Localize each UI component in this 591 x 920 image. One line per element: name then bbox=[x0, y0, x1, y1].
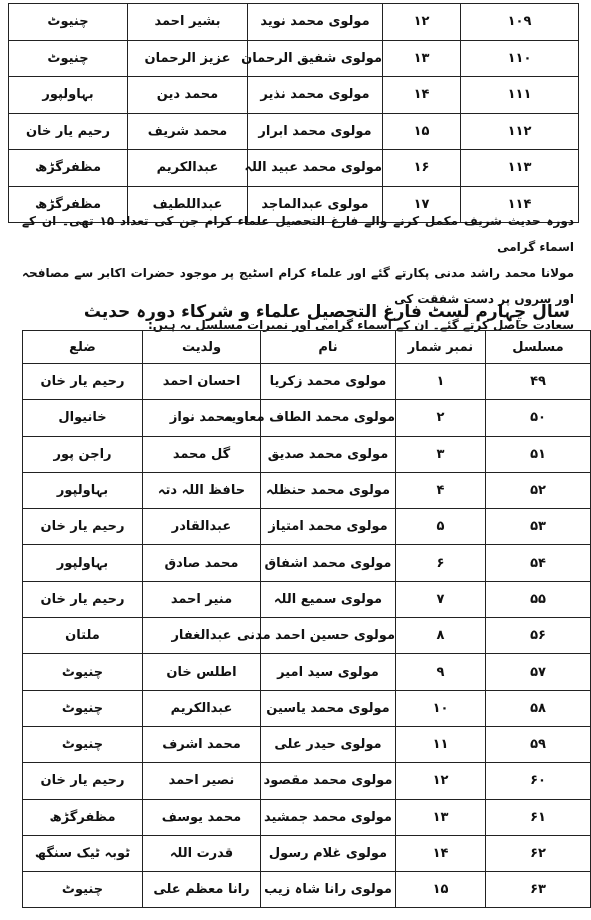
serial-cell: ۵۲ bbox=[486, 472, 591, 508]
student-name-cell: مولوی محمد نوید bbox=[248, 4, 383, 41]
roll-number-cell: ۳ bbox=[396, 436, 486, 472]
roll-number-cell: ۱۷ bbox=[383, 186, 461, 223]
table-row bbox=[23, 618, 591, 654]
roll-number-cell: ۱۴ bbox=[396, 835, 486, 871]
serial-cell: ۵۶ bbox=[486, 618, 591, 654]
district-cell: چنیوٹ bbox=[23, 654, 143, 690]
serial-cell: ۶۱ bbox=[486, 799, 591, 835]
table-row bbox=[9, 113, 579, 150]
header-district: ضلع bbox=[23, 331, 143, 364]
student-name-cell: مولوی حیدر علی bbox=[261, 726, 396, 762]
father-name-cell: حافظ اللہ دتہ bbox=[143, 472, 261, 508]
student-name-cell: مولوی محمد مقصود bbox=[261, 763, 396, 799]
serial-cell: ۴۹ bbox=[486, 364, 591, 400]
table-row bbox=[9, 150, 579, 187]
paragraph-line-1: دورہ حدیث شریف مکمل کرنے والے فارغ التحصیل علماء کرام جن کی تعداد ۱۵ تھی۔ ان کے اسماء گرامی bbox=[22, 214, 574, 254]
district-cell: رحیم یار خان bbox=[23, 364, 143, 400]
father-name-cell: عبدالکریم bbox=[143, 690, 261, 726]
student-name-cell: مولوی سید امیر bbox=[261, 654, 396, 690]
student-name-cell: مولوی شفیق الرحمان bbox=[248, 40, 383, 77]
student-name-cell: مولوی محمد امتیاز bbox=[261, 509, 396, 545]
father-name-cell: عبدالغفار bbox=[143, 618, 261, 654]
header-row bbox=[23, 331, 591, 364]
serial-cell: ۶۳ bbox=[486, 872, 591, 908]
table-row bbox=[23, 472, 591, 508]
student-name-cell: مولوی محمد اشفاق bbox=[261, 545, 396, 581]
district-cell: بہاولپور bbox=[23, 545, 143, 581]
district-cell: چنیوٹ bbox=[9, 4, 128, 41]
continued-student-table bbox=[8, 3, 579, 223]
student-name-cell: مولوی محمد یاسین bbox=[261, 690, 396, 726]
roll-number-cell: ۹ bbox=[396, 654, 486, 690]
student-name-cell: مولوی محمد نذیر bbox=[248, 77, 383, 114]
student-name-cell: مولوی محمد زکریا bbox=[261, 364, 396, 400]
student-name-cell: مولوی غلام رسول bbox=[261, 835, 396, 871]
table-row bbox=[23, 654, 591, 690]
serial-cell: ۵۹ bbox=[486, 726, 591, 762]
student-name-cell: مولوی رانا شاہ زیب bbox=[261, 872, 396, 908]
roll-number-cell: ۵ bbox=[396, 509, 486, 545]
serial-cell: ۱۱۴ bbox=[461, 186, 579, 223]
serial-cell: ۵۸ bbox=[486, 690, 591, 726]
roll-number-cell: ۱۰ bbox=[396, 690, 486, 726]
continued-table-body bbox=[9, 4, 579, 223]
father-name-cell: محمد اشرف bbox=[143, 726, 261, 762]
district-cell: مظفرگڑھ bbox=[9, 150, 128, 187]
district-cell: ٹوبہ ٹیک سنگھ bbox=[23, 835, 143, 871]
student-name-cell: مولوی حسین احمد مدنی bbox=[261, 618, 396, 654]
table-row bbox=[9, 77, 579, 114]
table-row bbox=[9, 40, 579, 77]
father-name-cell: محمد شریف bbox=[128, 113, 248, 150]
student-name-cell: مولوی محمد ابرار bbox=[248, 113, 383, 150]
father-name-cell: قدرت اللہ bbox=[143, 835, 261, 871]
roll-number-cell: ۷ bbox=[396, 581, 486, 617]
roll-number-cell: ۱۶ bbox=[383, 150, 461, 187]
serial-cell: ۱۱۲ bbox=[461, 113, 579, 150]
header-father-name: ولدیت bbox=[143, 331, 261, 364]
district-cell: مظفرگڑھ bbox=[23, 799, 143, 835]
student-name-cell: مولوی عبدالماجد bbox=[248, 186, 383, 223]
father-name-cell: محمد نواز bbox=[143, 400, 261, 436]
district-cell: رحیم یار خان bbox=[23, 509, 143, 545]
serial-cell: ۵۴ bbox=[486, 545, 591, 581]
table-row bbox=[23, 726, 591, 762]
roll-number-cell: ۶ bbox=[396, 545, 486, 581]
roll-number-cell: ۱۲ bbox=[396, 763, 486, 799]
serial-cell: ۱۱۰ bbox=[461, 40, 579, 77]
father-name-cell: نصیر احمد bbox=[143, 763, 261, 799]
district-cell: ملتان bbox=[23, 618, 143, 654]
roll-number-cell: ۸ bbox=[396, 618, 486, 654]
table-row bbox=[23, 835, 591, 871]
father-name-cell: محمد صادق bbox=[143, 545, 261, 581]
serial-cell: ۵۷ bbox=[486, 654, 591, 690]
father-name-cell: عبدالقادر bbox=[143, 509, 261, 545]
header-roll-number: نمبر شمار bbox=[396, 331, 486, 364]
table-row bbox=[23, 545, 591, 581]
table-row bbox=[23, 872, 591, 908]
roll-number-cell: ۱۵ bbox=[396, 872, 486, 908]
table-row bbox=[9, 4, 579, 41]
district-cell: چنیوٹ bbox=[23, 726, 143, 762]
roll-number-cell: ۱۳ bbox=[383, 40, 461, 77]
district-cell: رحیم یار خان bbox=[9, 113, 128, 150]
district-cell: بہاولپور bbox=[23, 472, 143, 508]
table-row bbox=[23, 799, 591, 835]
table-row bbox=[23, 436, 591, 472]
roll-number-cell: ۱۱ bbox=[396, 726, 486, 762]
serial-cell: ۶۲ bbox=[486, 835, 591, 871]
serial-cell: ۶۰ bbox=[486, 763, 591, 799]
roll-number-cell: ۱ bbox=[396, 364, 486, 400]
graduates-table-header bbox=[23, 331, 591, 364]
section-heading: سال چہارم لسٹ فارغ التحصیل علماء و شرکاء دورہ حدیث bbox=[83, 302, 570, 322]
father-name-cell: اطلس خان bbox=[143, 654, 261, 690]
table-row bbox=[23, 763, 591, 799]
roll-number-cell: ۱۳ bbox=[396, 799, 486, 835]
district-cell: چنیوٹ bbox=[23, 690, 143, 726]
student-name-cell: مولوی محمد حنظلہ bbox=[261, 472, 396, 508]
serial-cell: ۵۵ bbox=[486, 581, 591, 617]
serial-cell: ۵۳ bbox=[486, 509, 591, 545]
student-name-cell: مولوی محمد عبید اللہ bbox=[248, 150, 383, 187]
district-cell: رحیم یار خان bbox=[23, 581, 143, 617]
district-cell: بہاولپور bbox=[9, 77, 128, 114]
roll-number-cell: ۱۴ bbox=[383, 77, 461, 114]
district-cell: چنیوٹ bbox=[9, 40, 128, 77]
table-row bbox=[23, 400, 591, 436]
paragraph-line-3: سعادت حاصل کرتے گئے۔ ان کے اسماء گرامی اور نمبرات مسلسل یہ ہیں: bbox=[148, 318, 574, 332]
district-cell: رحیم یار خان bbox=[23, 763, 143, 799]
table-row bbox=[23, 581, 591, 617]
student-name-cell: مولوی سمیع اللہ bbox=[261, 581, 396, 617]
roll-number-cell: ۱۵ bbox=[383, 113, 461, 150]
father-name-cell: رانا معظم علی bbox=[143, 872, 261, 908]
roll-number-cell: ۴ bbox=[396, 472, 486, 508]
father-name-cell: گل محمد bbox=[143, 436, 261, 472]
serial-cell: ۱۱۱ bbox=[461, 77, 579, 114]
graduates-table-body bbox=[23, 364, 591, 908]
district-cell: خانیوال bbox=[23, 400, 143, 436]
serial-cell: ۱۰۹ bbox=[461, 4, 579, 41]
father-name-cell: عزیز الرحمان bbox=[128, 40, 248, 77]
serial-cell: ۱۱۳ bbox=[461, 150, 579, 187]
district-cell: چنیوٹ bbox=[23, 872, 143, 908]
table-row bbox=[23, 509, 591, 545]
district-cell: راجن پور bbox=[23, 436, 143, 472]
father-name-cell: احسان احمد bbox=[143, 364, 261, 400]
father-name-cell: محمد یوسف bbox=[143, 799, 261, 835]
roll-number-cell: ۲ bbox=[396, 400, 486, 436]
father-name-cell: منیر احمد bbox=[143, 581, 261, 617]
father-name-cell: محمد دین bbox=[128, 77, 248, 114]
student-name-cell: مولوی محمد جمشید bbox=[261, 799, 396, 835]
father-name-cell: عبدالکریم bbox=[128, 150, 248, 187]
father-name-cell: عبداللطیف bbox=[128, 186, 248, 223]
district-cell: مظفرگڑھ bbox=[9, 186, 128, 223]
paragraph-line-2: مولانا محمد راشد مدنی پکارتے گئے اور علماء کرام اسٹیج پر موجود حضرات اکابر سے مصافحہ اور سروں پر دست شفقت کی bbox=[22, 266, 574, 306]
table-row bbox=[23, 364, 591, 400]
serial-cell: ۵۱ bbox=[486, 436, 591, 472]
table-row bbox=[23, 690, 591, 726]
student-name-cell: مولوی محمد الطاف معاویہ bbox=[261, 400, 396, 436]
header-serial: مسلسل bbox=[486, 331, 591, 364]
graduates-table bbox=[22, 330, 591, 908]
serial-cell: ۵۰ bbox=[486, 400, 591, 436]
father-name-cell: بشیر احمد bbox=[128, 4, 248, 41]
roll-number-cell: ۱۲ bbox=[383, 4, 461, 41]
student-name-cell: مولوی محمد صدیق bbox=[261, 436, 396, 472]
header-name: نام bbox=[261, 331, 396, 364]
